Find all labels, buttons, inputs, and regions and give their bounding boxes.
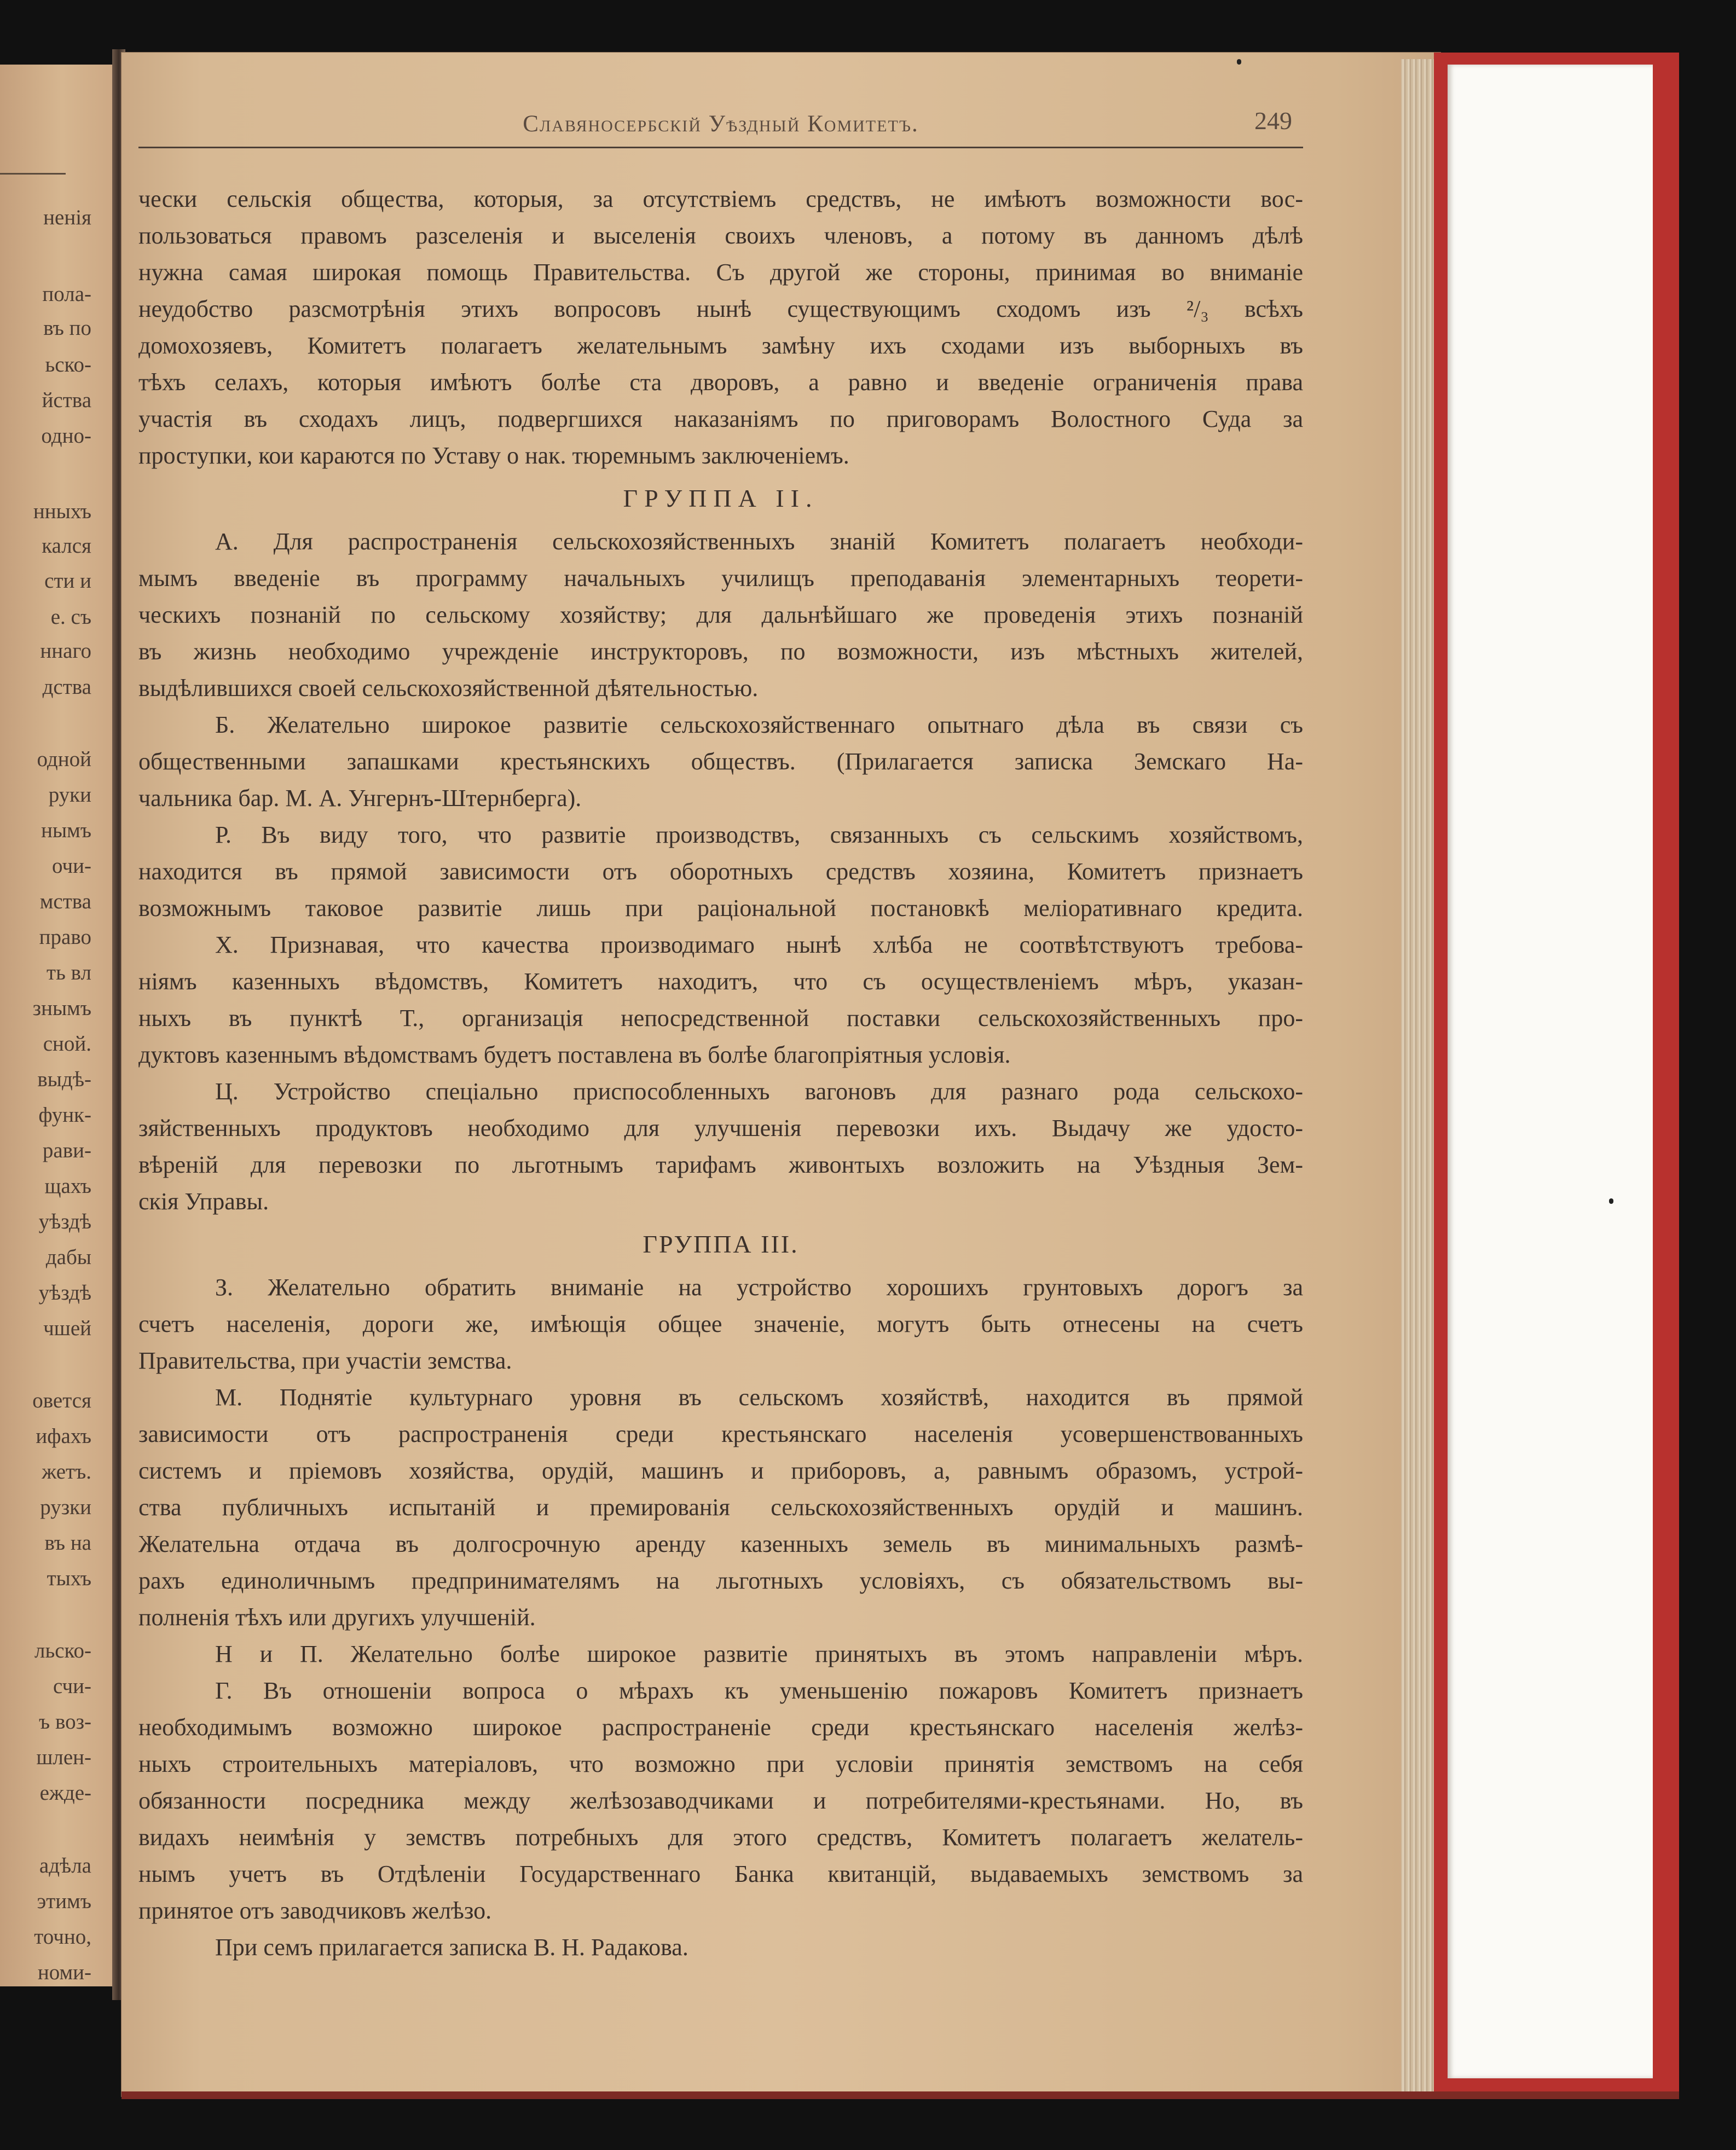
- section-heading: ГРУППА II.: [623, 484, 819, 512]
- previous-page-fragment: уѣздѣ: [38, 1281, 91, 1305]
- section-heading: ГРУППА III.: [643, 1230, 799, 1258]
- text-line: дуктовъ казеннымъ вѣдомствамъ будетъ поставлена въ болѣе благопріятныя условія.: [138, 1041, 1011, 1068]
- cover-bottom-edge: [121, 2091, 1679, 2099]
- text-line: Н и П. Желательно болѣе широкое развитіе принятыхъ въ этомъ направленіи мѣръ.: [215, 1641, 1303, 1667]
- text-line: Ц. Устройство спеціально приспособленныхъ вагоновъ для разнаго рода сельскохо-: [215, 1078, 1303, 1105]
- previous-page-fragment: кался: [42, 534, 91, 558]
- text-line: полненія тѣхъ или другихъ улучшеній.: [138, 1604, 536, 1631]
- previous-page-edge: [0, 65, 112, 1986]
- text-line: Правительства, при участіи земства.: [138, 1347, 512, 1374]
- previous-page-fragment: ъ воз-: [39, 1710, 91, 1734]
- text-line: скія Управы.: [138, 1188, 269, 1215]
- text-line: участія въ сходахъ лицъ, подвергшихся наказаніямъ по приговорамъ Волостного Суда за: [138, 405, 1303, 432]
- text-line: счетъ населенія, дороги же, имѣющія общее значеніе, могутъ быть отнесены на счетъ: [138, 1311, 1303, 1337]
- text-line: ныхъ въ пунктѣ Т., организація непосредственной поставки сельскохозяйственныхъ про-: [138, 1005, 1303, 1031]
- previous-page-fragment: очи-: [52, 854, 91, 878]
- text-line: проступки, кои караются по Уставу о нак. тюремнымъ заключеніемъ.: [138, 442, 849, 469]
- previous-page-fragment: адѣла: [39, 1854, 91, 1877]
- previous-page-fragment: въ на: [44, 1531, 91, 1555]
- previous-page-fragment: рузки: [40, 1496, 91, 1519]
- body-text: [138, 181, 1303, 1966]
- previous-page-fragment: функ-: [38, 1103, 91, 1127]
- text-line: ства публичныхъ испытаній и премированія сельскохозяйственныхъ орудій и машинъ.: [138, 1494, 1303, 1521]
- previous-page-rule: [0, 173, 66, 175]
- previous-page-fragment: мства: [39, 890, 91, 913]
- previous-page-fragment: овется: [32, 1389, 91, 1412]
- text-line: обязанности посредника между желѣзозаводчиками и потребителями-крестьянами. Но, въ: [138, 1787, 1303, 1814]
- previous-page-fragment: выдѣ-: [37, 1068, 91, 1091]
- text-line: Желательна отдача въ долгосрочную аренду казенныхъ земель въ минимальныхъ размѣ-: [138, 1531, 1303, 1557]
- previous-page-fragment: пола-: [42, 282, 91, 306]
- text-line: выдѣлившихся своей сельскохозяйственной дѣятельностью.: [138, 675, 759, 702]
- text-line: Г. Въ отношеніи вопроса о мѣрахъ къ уменьшенію пожаровъ Комитетъ признаетъ: [215, 1677, 1303, 1704]
- text-line: мымъ введеніе въ программу начальныхъ училищъ преподаванія элементарныхъ теорети-: [138, 565, 1303, 592]
- text-line: З. Желательно обратить вниманіе на устройство хорошихъ грунтовыхъ дорогъ за: [215, 1274, 1303, 1301]
- previous-page-fragment: точно,: [34, 1925, 91, 1949]
- previous-page-fragment: щахъ: [44, 1174, 91, 1198]
- text-line: Р. Въ виду того, что развитіе производствъ, связанныхъ съ сельскимъ хозяйствомъ,: [215, 821, 1303, 848]
- header-rule: [138, 147, 1303, 148]
- previous-page-fragment: сной.: [43, 1032, 91, 1056]
- previous-page-fragment: одно-: [41, 424, 91, 448]
- text-line: А. Для распространенія сельскохозяйственныхъ знаній Комитетъ полагаетъ необходи-: [215, 528, 1303, 555]
- text-line: необходимымъ возможно широкое распространеніе среди крестьянскаго населенія желѣз-: [138, 1714, 1303, 1741]
- previous-page-fragment: нымъ: [41, 819, 91, 842]
- previous-page-fragment: въ по: [43, 316, 91, 340]
- text-line: неудобство разсмотрѣнія этихъ вопросовъ нынѣ существующимъ сходомъ изъ ²/₃ всѣхъ: [138, 295, 1303, 322]
- previous-page-fragment: ежде-: [39, 1781, 91, 1805]
- text-line: ческихъ познаній по сельскому хозяйству; для дальнѣйшаго же проведенія этихъ познаній: [138, 601, 1303, 628]
- previous-page-fragment: шлен-: [36, 1746, 91, 1769]
- text-line: домохозяевъ, Комитетъ полагаетъ желательнымъ замѣну ихъ сходами изъ выборныхъ въ: [138, 332, 1303, 359]
- previous-page-fragment: счи-: [53, 1674, 91, 1698]
- previous-page-fragment: ннаго: [40, 639, 91, 663]
- previous-page-fragment: право: [39, 925, 91, 949]
- text-line: нымъ учетъ въ Отдѣленіи Государственнаго Банка квитанцій, выдаваемыхъ земствомъ за: [138, 1861, 1303, 1887]
- text-line: Б. Желательно широкое развитіе сельскохозяйственнаго опытнаго дѣла въ связи съ: [215, 711, 1303, 738]
- previous-page-fragment: знымъ: [32, 996, 91, 1020]
- blank-sheet: [1448, 65, 1653, 2078]
- text-line: ныхъ строительныхъ матеріаловъ, что возможно при условіи принятія земствомъ на себя: [138, 1751, 1303, 1777]
- text-line: нужна самая широкая помощь Правительства. Съ другой же стороны, принимая во вниманіе: [138, 259, 1303, 286]
- text-line: пользоваться правомъ разселенія и выселенія своихъ членовъ, а потому въ данномъ дѣлѣ: [138, 222, 1303, 249]
- previous-page-fragment: номи-: [37, 1961, 91, 1984]
- previous-page-fragment: этимъ: [37, 1890, 91, 1913]
- previous-page-fragment: ифахъ: [36, 1424, 91, 1448]
- text-line: ніямъ казенныхъ вѣдомствъ, Комитетъ находитъ, что съ осуществленіемъ мѣръ, указан-: [138, 968, 1303, 995]
- previous-page-fragment: дства: [42, 675, 91, 699]
- previous-page-fragment: жетъ.: [42, 1460, 91, 1483]
- text-line: вѣреній для перевозки по льготнымъ тарифамъ живонтыхъ возложить на Уѣздныя Зем-: [138, 1151, 1303, 1178]
- previous-page-fragment: дабы: [45, 1245, 91, 1269]
- running-header-title: Славяносербскій Уѣздный Комитетъ.: [523, 111, 919, 137]
- text-line: зависимости отъ распространенія среди крестьянскаго населенія усовершенствованныхъ: [138, 1421, 1303, 1447]
- previous-page-fragment: льско-: [34, 1639, 91, 1662]
- text-line: При семъ прилагается записка В. Н. Радакова.: [215, 1934, 688, 1961]
- text-line: рахъ единоличнымъ предпринимателямъ на льготныхъ условіяхъ, съ обязательствомъ вы-: [138, 1567, 1303, 1594]
- previous-page-fragment: йства: [42, 389, 91, 412]
- text-line: чальника бар. М. А. Унгернъ-Штернберга).: [138, 785, 582, 812]
- previous-page-fragment: ненія: [43, 206, 91, 229]
- previous-page-fragment: рави-: [42, 1139, 91, 1162]
- text-line: М. Поднятіе культурнаго уровня въ сельскомъ хозяйствѣ, находится въ прямой: [215, 1384, 1303, 1411]
- text-line: зяйственныхъ продуктовъ необходимо для улучшенія перевозки ихъ. Выдачу же удосто-: [138, 1115, 1303, 1141]
- text-line: чески сельскія общества, которыя, за отсутствіемъ средствъ, не имѣютъ возможности вос-: [138, 186, 1303, 212]
- text-line: принятое отъ заводчиковъ желѣзо.: [138, 1897, 492, 1924]
- previous-page-fragment: нныхъ: [33, 500, 91, 523]
- text-line: системъ и пріемовъ хозяйства, орудій, машинъ и приборовъ, а, равнымъ образомъ, устрой-: [138, 1457, 1303, 1484]
- text-line: находится въ прямой зависимости отъ оборотныхъ средствъ хозяина, Комитетъ признаетъ: [138, 858, 1303, 885]
- dust-speck: [1609, 1198, 1613, 1204]
- text-line: общественными запашками крестьянскихъ обществъ. (Прилагается записка Земскаго На-: [138, 748, 1303, 775]
- text-line: тѣхъ селахъ, которыя имѣютъ болѣе ста дворовъ, а равно и введеніе ограниченія права: [138, 369, 1303, 396]
- previous-page-fragment: тыхъ: [47, 1567, 91, 1590]
- previous-page-fragment: одной: [37, 747, 91, 771]
- dust-speck: [1237, 59, 1241, 65]
- previous-page-fragment: сти и: [44, 569, 91, 593]
- previous-page-fragment: чшей: [43, 1317, 91, 1340]
- text-line: Х. Признавая, что качества производимаго нынѣ хлѣба не соотвѣтствуютъ требова-: [215, 931, 1303, 958]
- previous-page-fragment: ьско-: [45, 353, 91, 376]
- previous-page-fragment: е. съ: [50, 605, 91, 629]
- previous-page-fragment: ть вл: [47, 961, 91, 984]
- previous-page-fragment: уѣздѣ: [38, 1210, 91, 1233]
- page-number: 249: [1254, 107, 1292, 135]
- text-line: видахъ неимѣнія у земствъ потребныхъ для этого средствъ, Комитетъ полагаетъ желатель-: [138, 1824, 1303, 1851]
- previous-page-fragment: руки: [48, 783, 91, 807]
- running-header: [138, 103, 1303, 144]
- text-line: въ жизнь необходимо учрежденіе инструкторовъ, по возможности, изъ мѣстныхъ жителей,: [138, 638, 1303, 665]
- text-line: возможнымъ таковое развитіе лишь при раціональной постановкѣ меліоративнаго кредита.: [138, 895, 1303, 922]
